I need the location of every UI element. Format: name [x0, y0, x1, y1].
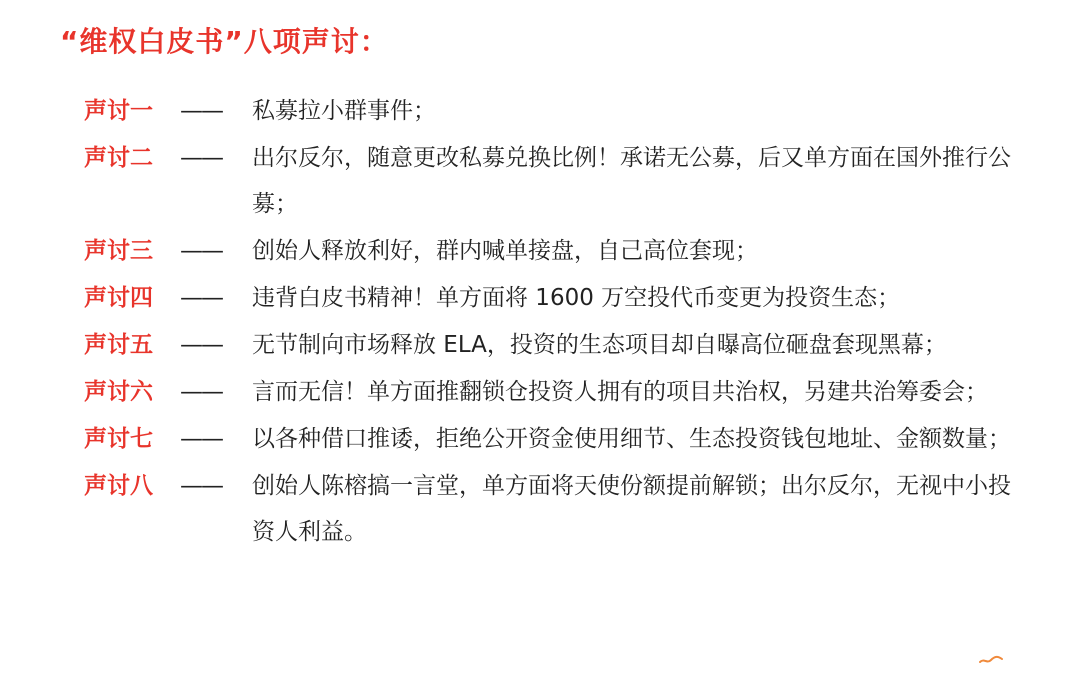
list-item	[84, 369, 1024, 415]
item-dash: ——	[180, 332, 222, 358]
item-dash: ——	[180, 238, 222, 264]
item-label: 声讨八	[84, 473, 153, 499]
item-dash: ——	[180, 285, 222, 311]
item-label: 声讨五	[84, 332, 153, 358]
item-label: 声讨四	[84, 285, 153, 311]
item-text: 言而无信！单方面推翻锁仓投资人拥有的项目共治权，另建共治筹委会；	[252, 379, 988, 405]
item-label: 声讨六	[84, 379, 153, 405]
list-item	[84, 275, 1024, 321]
item-text: 出尔反尔，随意更改私募兑换比例！承诺无公募，后又单方面在国外推行公募；	[252, 145, 1011, 217]
item-label: 声讨三	[84, 238, 153, 264]
item-label: 声讨二	[84, 145, 153, 171]
list-item	[84, 322, 1024, 368]
item-dash: ——	[180, 98, 222, 124]
item-text: 无节制向市场释放 ELA，投资的生态项目却自曝高位砸盘套现黑幕；	[252, 332, 947, 358]
list-item	[84, 88, 1024, 134]
list-item	[84, 228, 1024, 274]
item-text: 创始人释放利好，群内喊单接盘，自己高位套现；	[252, 238, 758, 264]
item-label: 声讨七	[84, 426, 153, 452]
list-item	[84, 416, 1024, 462]
item-dash: ——	[180, 379, 222, 405]
item-dash: ——	[180, 473, 222, 499]
grievance-list	[84, 88, 1024, 556]
page-title: “维权白皮书”八项声讨：	[60, 25, 389, 58]
list-item	[84, 463, 1024, 555]
item-text: 私募拉小群事件；	[252, 98, 436, 124]
item-dash: ——	[180, 145, 222, 171]
item-label: 声讨一	[84, 98, 153, 124]
list-item	[84, 135, 1024, 227]
item-text: 违背白皮书精神！单方面将 1600 万空投代币变更为投资生态；	[252, 285, 901, 311]
orange-squiggle-icon	[978, 650, 1004, 666]
item-text: 以各种借口推诿，拒绝公开资金使用细节、生态投资钱包地址、金额数量；	[252, 426, 1011, 452]
item-dash: ——	[180, 426, 222, 452]
item-text: 创始人陈榕搞一言堂，单方面将天使份额提前解锁；出尔反尔，无视中小投资人利益。	[252, 473, 1011, 545]
